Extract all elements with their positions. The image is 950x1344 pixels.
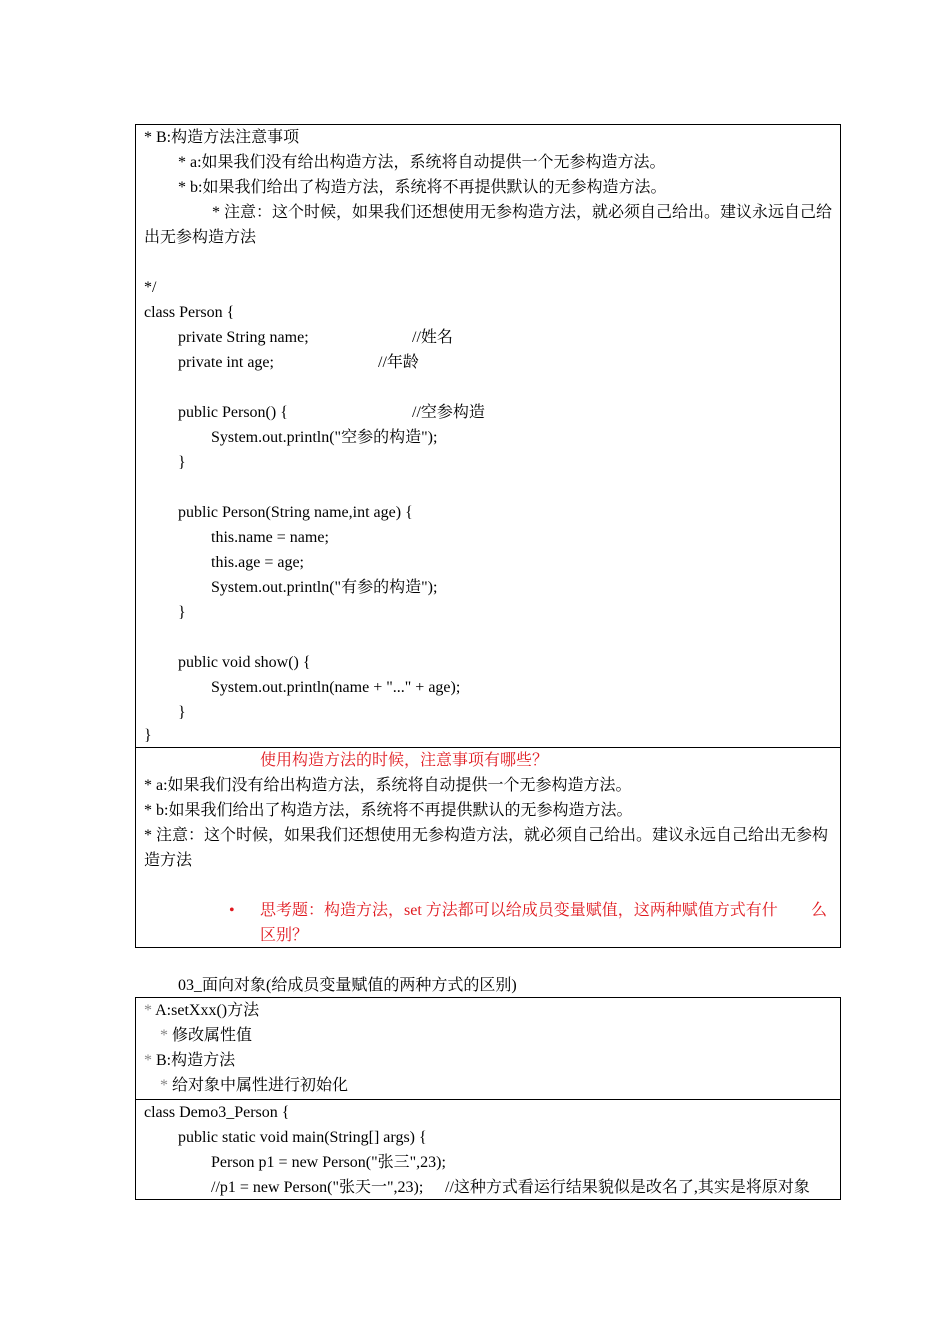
- text-line: * b:如果我们给出了构造方法，系统将不再提供默认的无参构造方法。: [178, 179, 667, 196]
- list-item: [144, 1048, 235, 1073]
- code-line: System.out.println(name + "..." + age);: [211, 679, 461, 696]
- code-line: Person p1 = new Person("张三",23);: [211, 1154, 446, 1171]
- code-line: private int age;: [178, 354, 274, 371]
- code-line: }: [178, 454, 186, 471]
- code-line: }: [144, 727, 152, 744]
- code-comment: //年龄: [378, 354, 419, 371]
- text-line: 出无参构造方法: [144, 229, 257, 246]
- text-line: * 注意：这个时候，如果我们还想使用无参构造方法，就必须自己给出。建议永远自己给出无参构: [144, 827, 829, 844]
- question-text: 使用构造方法的时候，注意事项有哪些？: [260, 752, 549, 769]
- section-heading: 03_面向对象(给成员变量赋值的两种方式的区别): [178, 977, 517, 994]
- text-line: * b:如果我们给出了构造方法，系统将不再提供默认的无参构造方法。: [144, 802, 633, 819]
- code-line: class Demo3_Person {: [144, 1104, 290, 1121]
- text-line: 造方法: [144, 852, 193, 869]
- code-line: //p1 = new Person("张天一",23);: [211, 1179, 424, 1196]
- notes-code-box-1: [135, 124, 841, 748]
- code-line: public Person(String name,int age) {: [178, 504, 413, 521]
- text-line: * a:如果我们没有给出构造方法，系统将自动提供一个无参构造方法。: [144, 777, 632, 794]
- think-question-cont: 区别？: [260, 927, 309, 944]
- code-comment: //姓名: [412, 329, 453, 346]
- text-line: * B:构造方法注意事项: [144, 129, 300, 146]
- code-line: }: [178, 604, 186, 621]
- think-question: 思考题：构造方法，set 方法都可以给成员变量赋值，这两种赋值方式有什: [260, 902, 778, 919]
- code-line: System.out.println("有参的构造");: [211, 579, 438, 596]
- star-bullet: *: [144, 1002, 152, 1019]
- list-item: [160, 1023, 252, 1048]
- star-bullet: *: [144, 1052, 152, 1069]
- notes-code-box-3: [135, 997, 841, 1200]
- notes-box-2: [135, 747, 841, 948]
- text-line: * a:如果我们没有给出构造方法，系统将自动提供一个无参构造方法。: [178, 154, 666, 171]
- list-item: [160, 1073, 348, 1098]
- list-item-text: 修改属性值: [168, 1027, 253, 1044]
- star-bullet: *: [160, 1077, 168, 1094]
- code-line: this.name = name;: [211, 529, 329, 546]
- list-item-text: B:构造方法: [152, 1052, 236, 1069]
- code-line: }: [178, 704, 186, 721]
- code-line: class Person {: [144, 304, 235, 321]
- star-bullet: *: [160, 1027, 168, 1044]
- think-question-end: 么: [811, 902, 828, 919]
- list-item: [144, 998, 259, 1023]
- list-item-text: A:setXxx()方法: [152, 1002, 260, 1019]
- text-line: * 注意：这个时候，如果我们还想使用无参构造方法，就必须自己给出。建议永远自己给: [212, 204, 833, 221]
- text-line: */: [144, 279, 157, 296]
- code-line: private String name;: [178, 329, 309, 346]
- code-comment: //这种方式看运行结果貌似是改名了,其实是将原对象: [445, 1179, 810, 1196]
- code-line: public Person() {: [178, 404, 288, 421]
- bullet-icon: •: [229, 902, 235, 919]
- code-line: this.age = age;: [211, 554, 304, 571]
- code-comment: //空参构造: [412, 404, 485, 421]
- code-line: System.out.println("空参的构造");: [211, 429, 438, 446]
- code-line: public static void main(String[] args) {: [178, 1129, 427, 1146]
- code-line: public void show() {: [178, 654, 311, 671]
- list-item-text: 给对象中属性进行初始化: [168, 1077, 349, 1094]
